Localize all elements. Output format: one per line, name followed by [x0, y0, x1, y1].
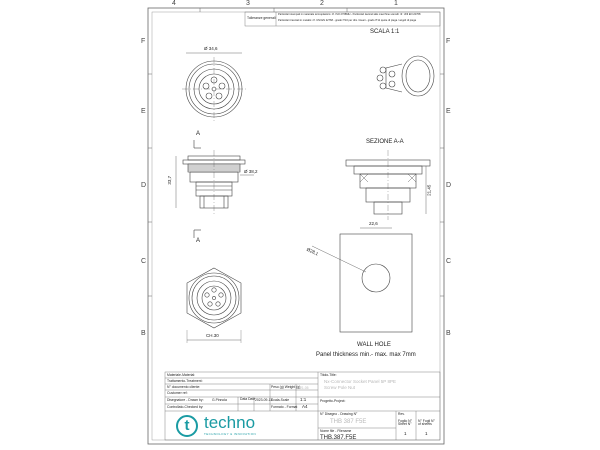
section-marker-bottom: A — [196, 238, 201, 244]
dim-side-height: 33,7 — [167, 175, 173, 185]
bottom-view — [187, 268, 241, 343]
sheets-value: 1 — [425, 431, 428, 436]
dim-hole-diameter: Ø28,1 — [305, 246, 320, 257]
logo-brand: techno — [204, 413, 256, 432]
format-label: Formato - Format — [271, 405, 298, 409]
grid-row-f-right: F — [446, 38, 451, 45]
tolerance-line-1: Particolari stampati in materiale termoplastico: rif. ISO 2768MH - Particolari lavorati alle macchine utensili: rif. UNI EN 22768 — [278, 13, 421, 16]
logo-letter: t — [184, 417, 190, 434]
grid-col-2: 2 — [320, 0, 324, 7]
grid-row-b-right: B — [446, 330, 451, 337]
isometric-view — [377, 56, 434, 96]
wall-hole-view — [312, 228, 412, 332]
section-label: SEZIONE A-A — [366, 139, 404, 145]
title-line-1: Nx-Connector Socket Panel 5P 8PE — [324, 379, 396, 384]
scale-label: SCALA 1:1 — [370, 29, 400, 35]
sheets-label: N° Fogli N° of sheets — [418, 419, 435, 427]
weight-value: 21.05 — [300, 386, 309, 390]
section-marker-top: A — [196, 131, 201, 137]
part-number: THB.387.F5E — [320, 435, 357, 441]
grid-col-3: 3 — [246, 0, 250, 7]
material-label: Materiale-Material: — [167, 373, 196, 377]
drawing-no-label: N° Disegno - Drawing N° — [320, 412, 358, 416]
grid-row-f-left: F — [141, 38, 146, 45]
grid-row-b-left: B — [141, 330, 146, 337]
grid-row-e-left: E — [141, 108, 146, 115]
grid-row-c-right: C — [446, 258, 452, 265]
logo-tagline: TECHNOLOGY & INNOVATION — [204, 432, 257, 436]
grid-row-c-left: C — [141, 258, 147, 265]
rev-label: Rev. — [398, 412, 405, 416]
dim-section-height: 21,45 — [426, 184, 432, 196]
dim-side-diameter: Ø 38,2 — [244, 169, 258, 174]
date-value: 2023-09-11 — [255, 398, 273, 402]
treatment-label: Trattamento-Treatment: — [167, 379, 203, 383]
grid-row-e-right: E — [446, 108, 451, 115]
dim-hole-width: 22,6 — [369, 221, 378, 226]
title-line-2: Screw Pole Nut — [324, 385, 356, 390]
tolerance-label: Tolleranze generali — [247, 16, 276, 20]
scale-block-value: 1:1 — [300, 397, 307, 402]
logo-mark — [176, 415, 198, 437]
sheet-no-label: Foglio N° Sheet N° — [398, 419, 412, 427]
doc-number-label: N° documento cliente: — [167, 385, 201, 389]
title-label: Titolo-Title: — [320, 373, 337, 377]
grid-col-4: 4 — [172, 0, 176, 7]
drawing-code-ghost: THB 387 F5E — [330, 419, 367, 425]
format-value: A4 — [302, 404, 308, 409]
sheet-no-value: 1 — [404, 431, 407, 436]
wall-hole-label: WALL HOLE — [357, 342, 391, 348]
designer-name: G.Pinnola — [212, 398, 227, 402]
panel-thickness-note: Panel thickness min.- max. max 7mm — [316, 352, 416, 358]
weight-label: Peso (g) Weight (g) — [271, 385, 301, 389]
scale-block-label: Scala-Scale — [271, 398, 290, 402]
grid-row-d-left: D — [141, 182, 147, 189]
dim-front-diameter: Ø 34,6 — [204, 46, 218, 51]
tolerance-line-2: Particolari tranciati in metallo: rif. UNI EN 22768 - grado IT10 per dim. lineari - grado IT11 quote di piega / angoli di piega — [278, 19, 417, 22]
techno-logo — [172, 414, 312, 440]
date-label: Data Date — [240, 397, 256, 401]
side-view — [176, 150, 254, 215]
grid-row-d-right: D — [446, 182, 452, 189]
customer-ref-label: Customer ref: — [167, 391, 188, 395]
filename-label: Nome file - Filename — [320, 429, 352, 433]
dim-bottom-width: CH.30 — [206, 333, 219, 338]
grid-col-1: 1 — [394, 0, 398, 7]
front-view — [182, 53, 246, 121]
designer-label: Disegnatore - Drawn by: — [167, 398, 204, 402]
section-view — [346, 150, 430, 220]
checked-label: Controllato-Checked by: — [167, 405, 204, 409]
project-label: Progetto-Project: — [320, 399, 346, 403]
